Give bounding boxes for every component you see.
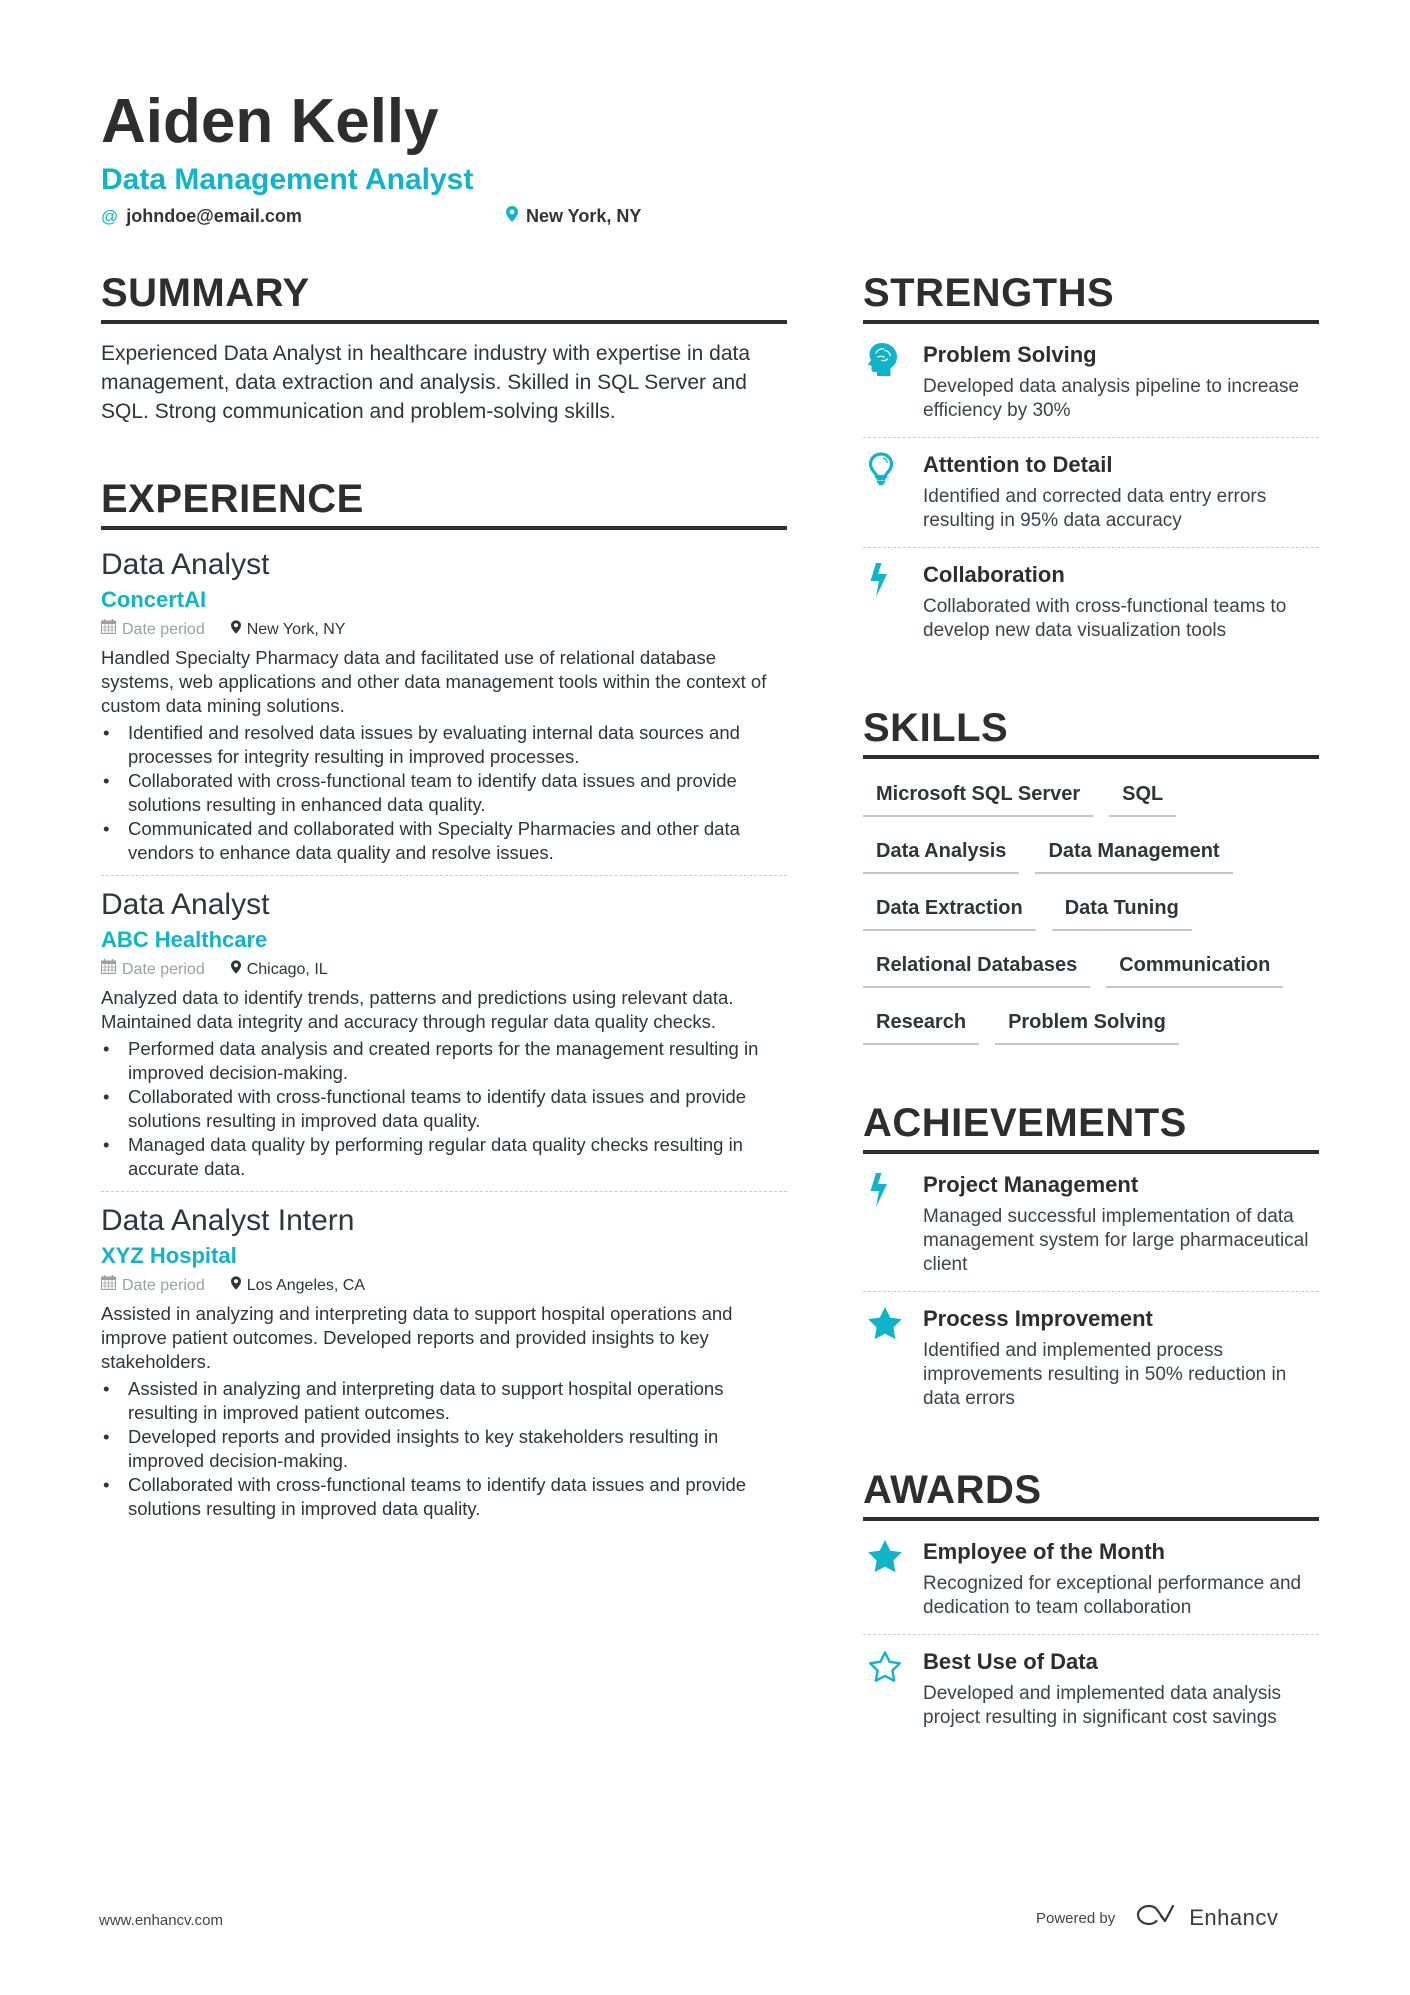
award-item: [863, 1525, 1319, 1635]
job-meta: [101, 958, 787, 982]
summary-heading: SUMMARY: [101, 268, 787, 324]
map-pin-icon: [506, 206, 518, 227]
award-title: Employee of the Month: [923, 1539, 1165, 1564]
experience-item: [101, 876, 787, 1192]
experience-heading: EXPERIENCE: [101, 474, 787, 530]
enhancv-logo-icon: [1135, 1903, 1181, 1933]
strengths-heading: STRENGTHS: [863, 268, 1319, 324]
experience-list: [101, 536, 787, 1531]
footer-website-link[interactable]: www.enhancv.com: [99, 1912, 223, 1929]
skill-tag: Data Extraction: [863, 887, 1036, 931]
achievement-item: [863, 1158, 1319, 1292]
candidate-name: Aiden Kelly: [101, 87, 439, 156]
job-bullet: • Communicated and collaborated with Specialty Pharmacies and other data vendors to enhance data quality and resolve issues.: [101, 817, 787, 865]
strength-title: Problem Solving: [923, 342, 1097, 367]
awards-heading: AWARDS: [863, 1465, 1319, 1521]
job-description: Assisted in analyzing and interpreting data to support hospital operations and improve patient outcomes. Developed reports and provided insights to key stakeholders.: [101, 1303, 733, 1372]
job-role: Data Analyst: [101, 548, 270, 581]
contact-info: [101, 206, 1321, 234]
job-location: New York, NY: [231, 618, 346, 642]
skill-tag: Data Tuning: [1052, 887, 1192, 931]
strength-title: Collaboration: [923, 562, 1065, 587]
job-description: Analyzed data to identify trends, patterns and predictions using relevant data. Maintained data integrity and accuracy through regular data quality checks.: [101, 987, 734, 1032]
location-text: New York, NY: [526, 206, 642, 226]
calendar-icon: [101, 618, 116, 642]
job-bullet: • Assisted in analyzing and interpreting data to support hospital operations resulting in improved patient outcomes.: [101, 1377, 787, 1425]
email-text: johndoe@email.com: [126, 206, 302, 226]
calendar-icon: [101, 1274, 116, 1298]
lightbulb-icon: [863, 450, 923, 533]
skill-tag: Communication: [1106, 944, 1283, 988]
experience-item: [101, 536, 787, 876]
job-meta: [101, 1274, 787, 1298]
skill-tag: Problem Solving: [995, 1001, 1179, 1045]
job-bullet: • Collaborated with cross-functional teams to identify data issues and provide solutions resulting in improved data quality.: [101, 1473, 787, 1521]
company-name: ABC Healthcare: [101, 927, 268, 952]
achievement-title: Project Management: [923, 1172, 1139, 1197]
map-pin-icon: [231, 958, 241, 982]
award-description: Recognized for exceptional performance and dedication to team collaboration: [923, 1573, 1302, 1618]
strength-description: Collaborated with cross-functional teams to develop new data visualization tools: [923, 596, 1287, 641]
job-date: Date period: [101, 618, 205, 642]
strengths-section: [863, 268, 1319, 657]
award-item: [863, 1635, 1319, 1744]
candidate-title: Data Management Analyst: [101, 163, 474, 196]
job-description: Handled Specialty Pharmacy data and facilitated use of relational database systems, web applications and other data management tools within the context of custom data mining solutions.: [101, 647, 767, 716]
email-contact[interactable]: [101, 206, 302, 227]
achievements-section: [863, 1098, 1319, 1425]
map-pin-icon: [231, 1274, 241, 1298]
star-filled-icon: [863, 1537, 923, 1620]
powered-by-label: Powered by: [1036, 1909, 1116, 1927]
strength-description: Developed data analysis pipeline to increase efficiency by 30%: [923, 376, 1300, 421]
skill-tag: SQL: [1109, 773, 1176, 817]
at-sign-icon: @: [101, 206, 119, 226]
job-role: Data Analyst: [101, 888, 270, 921]
skill-tag: Data Management: [1035, 830, 1232, 874]
strength-title: Attention to Detail: [923, 452, 1113, 477]
job-meta: [101, 618, 787, 642]
calendar-icon: [101, 958, 116, 982]
job-location: Chicago, IL: [231, 958, 328, 982]
strength-item: [863, 548, 1319, 657]
achievements-heading: ACHIEVEMENTS: [863, 1098, 1319, 1154]
left-column: [101, 268, 787, 1531]
awards-list: [863, 1525, 1319, 1744]
job-bullets: [101, 1037, 787, 1181]
job-bullets: [101, 721, 787, 865]
job-bullets: [101, 1377, 787, 1521]
strengths-list: [863, 328, 1319, 657]
right-column: [863, 268, 1319, 1744]
job-bullet: • Identified and resolved data issues by evaluating internal data sources and processes for integrity resulting in improved processes.: [101, 721, 787, 769]
summary-section: [101, 268, 787, 426]
skills-heading: SKILLS: [863, 703, 1319, 759]
job-bullet: • Developed reports and provided insights to key stakeholders resulting in improved decision-making.: [101, 1425, 787, 1473]
strength-item: [863, 438, 1319, 548]
skills-section: [863, 703, 1319, 1058]
skill-tag: Microsoft SQL Server: [863, 773, 1093, 817]
location-contact: [506, 206, 641, 227]
achievement-description: Managed successful implementation of data management system for large pharmaceutical client: [923, 1206, 1309, 1275]
star-filled-icon: [863, 1304, 923, 1411]
skill-tag: Research: [863, 1001, 979, 1045]
lightning-bolt-icon: [863, 560, 923, 643]
company-name: XYZ Hospital: [101, 1243, 237, 1268]
job-date: Date period: [101, 958, 205, 982]
summary-text: Experienced Data Analyst in healthcare industry with expertise in data management, data extraction and analysis. Skilled in SQL Server and SQL. Strong communication and problem-solving skills.: [101, 342, 751, 423]
resume-header: [101, 84, 1321, 234]
award-description: Developed and implemented data analysis project resulting in significant cost savings: [923, 1683, 1282, 1728]
job-bullet: • Collaborated with cross-functional team to identify data issues and provide solutions resulting in enhanced data quality.: [101, 769, 787, 817]
brain-head-icon: [863, 340, 923, 423]
skill-tag: Data Analysis: [863, 830, 1019, 874]
achievement-title: Process Improvement: [923, 1306, 1153, 1331]
company-name: ConcertAI: [101, 587, 207, 612]
enhancv-brand-text: Enhancv: [1189, 1905, 1279, 1930]
achievements-list: [863, 1158, 1319, 1425]
achievement-item: [863, 1292, 1319, 1425]
map-pin-icon: [231, 618, 241, 642]
skills-list: [863, 773, 1319, 1058]
strength-description: Identified and corrected data entry errors resulting in 95% data accuracy: [923, 486, 1267, 531]
job-role: Data Analyst Intern: [101, 1204, 355, 1237]
enhancv-logo[interactable]: [1135, 1903, 1278, 1933]
job-bullet: • Performed data analysis and created reports for the management resulting in improved decision-making.: [101, 1037, 787, 1085]
skill-tag: Relational Databases: [863, 944, 1090, 988]
job-bullet: • Managed data quality by performing regular data quality checks resulting in accurate data.: [101, 1133, 787, 1181]
job-bullet: • Collaborated with cross-functional teams to identify data issues and provide solutions resulting in improved data quality.: [101, 1085, 787, 1133]
job-date: Date period: [101, 1274, 205, 1298]
awards-section: [863, 1465, 1319, 1744]
footer-branding: [1036, 1903, 1278, 1933]
experience-item: [101, 1192, 787, 1531]
achievement-description: Identified and implemented process improvements resulting in 50% reduction in data errors: [923, 1340, 1287, 1409]
star-outline-icon: [863, 1647, 923, 1730]
lightning-bolt-icon: [863, 1170, 923, 1277]
award-title: Best Use of Data: [923, 1649, 1098, 1674]
strength-item: [863, 328, 1319, 438]
experience-section: [101, 474, 787, 1531]
job-location: Los Angeles, CA: [231, 1274, 365, 1298]
